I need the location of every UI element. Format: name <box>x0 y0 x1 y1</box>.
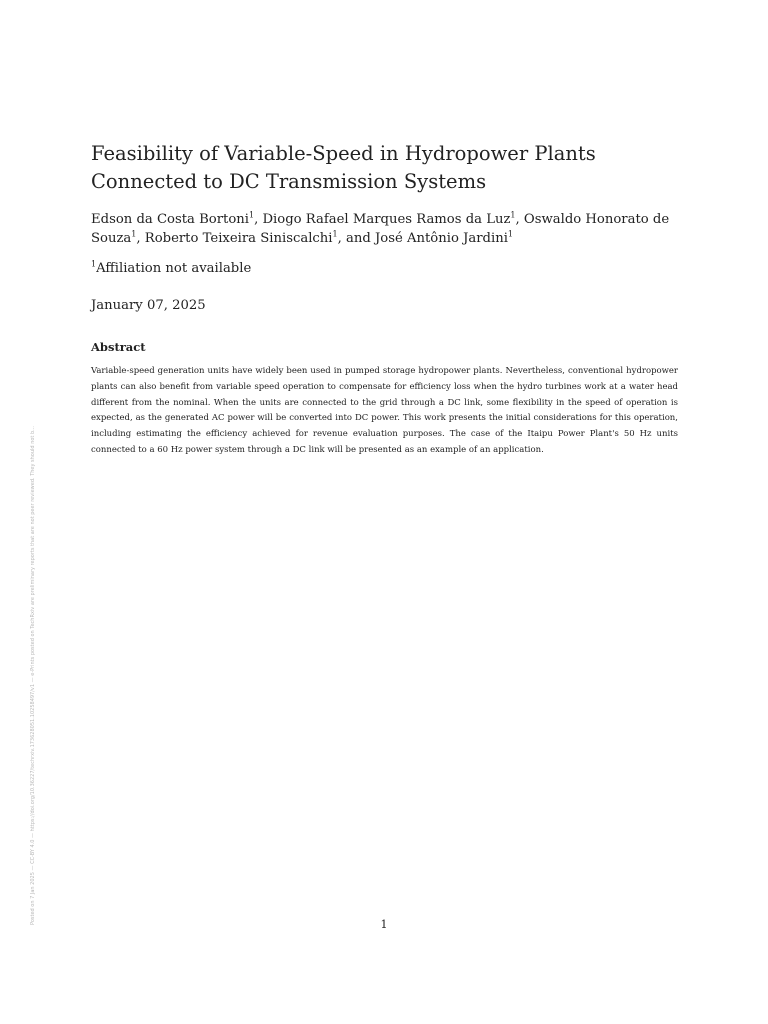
author-affiliation-mark: 1 <box>131 229 137 239</box>
author-separator: , <box>136 231 145 246</box>
author-separator: , and <box>337 231 375 246</box>
author-affiliation-mark: 1 <box>249 210 255 220</box>
author-name: José Antônio Jardini <box>375 231 508 246</box>
author-name: Oswaldo Honorato de Souza <box>91 212 670 246</box>
author-affiliation-mark: 1 <box>507 229 514 239</box>
author-name: Edson da Costa Bortoni <box>91 212 249 227</box>
affiliation <box>91 259 251 278</box>
paper-title: Feasibility of Variable-Speed in Hydropower Plants Connected to DC Transmission Systems <box>91 142 596 193</box>
author-separator: , <box>254 212 263 227</box>
author-separator: , <box>515 212 524 227</box>
publication-date: January 07, 2025 <box>91 298 206 313</box>
abstract-heading: Abstract <box>91 340 146 354</box>
page-number: 1 <box>380 918 388 931</box>
author-name: Roberto Teixeira Siniscalchi <box>144 231 333 246</box>
affiliation-mark: 1 <box>91 259 97 269</box>
abstract-text: Variable-speed generation units have widely been used in pumped storage hydropower plants. Nevertheless, conventional hydropower plants can also benefit from variable speed operation to compensate for efficiency loss when the hydro turbines work at a water head different from the nominal. When the units are connected to the grid through a DC link, some flexibility in the speed of operation is expected, as the generated AC power will be converted into DC power. This work presents the initial considerations for this operation, including estimating the efficiency achieved for revenue evaluation purposes. The case of the Itaipu Power Plant's 50 Hz units connected to a 60 Hz power system through a DC link will be presented as an example of an application. <box>91 366 678 455</box>
preprint-notice: Posted on 7 Jan 2025 — CC-BY 4.0 — https://doi.org/10.36227/techrxiv.173628051.10258497/v1 — e-Prints posted on TechRxiv are preliminary reports that are not peer reviewed. They should not b... <box>30 426 36 925</box>
author-name: Diogo Rafael Marques Ramos da Luz <box>262 212 511 227</box>
author-affiliation-mark: 1 <box>332 229 338 239</box>
affiliation-text: Affiliation not available <box>96 261 252 276</box>
author-affiliation-mark: 1 <box>510 210 516 220</box>
author-list <box>91 210 691 248</box>
